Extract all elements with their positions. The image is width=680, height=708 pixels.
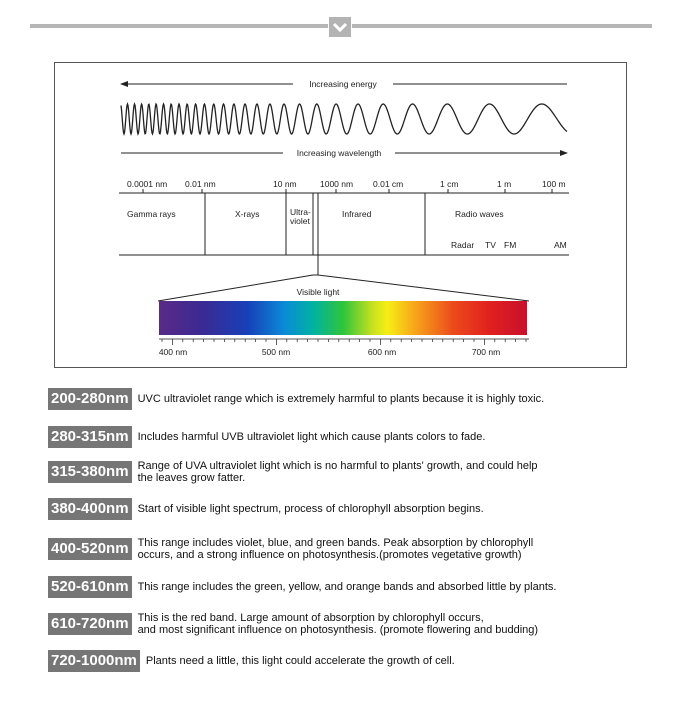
legend-row bbox=[48, 388, 544, 410]
legend-row bbox=[48, 498, 484, 520]
band-label: X-rays bbox=[235, 209, 260, 219]
radio-sub-label: AM bbox=[554, 240, 567, 250]
radio-sub-label: TV bbox=[485, 240, 496, 250]
legend-row bbox=[48, 612, 538, 636]
visible-tick-label: 500 nm bbox=[261, 347, 291, 357]
header-divider-left bbox=[30, 24, 328, 28]
band-dividers bbox=[205, 193, 425, 275]
em-wave bbox=[121, 104, 567, 134]
range-badge: 720-1000nm bbox=[48, 650, 140, 672]
legend-row bbox=[48, 650, 455, 672]
chevron-down-icon[interactable] bbox=[329, 17, 351, 37]
range-description bbox=[146, 655, 455, 667]
range-description bbox=[138, 537, 534, 561]
visible-tick-label: 600 nm bbox=[367, 347, 397, 357]
description-line: Start of visible light spectrum, process of chlorophyll absorption begins. bbox=[137, 503, 484, 515]
band-label: Ultra- bbox=[290, 207, 311, 217]
radio-sub-label: Radar bbox=[451, 240, 475, 250]
wavelength-label: Increasing wavelength bbox=[296, 148, 382, 158]
spectrum-diagram bbox=[54, 62, 627, 368]
header-divider-right bbox=[352, 24, 652, 28]
description-line: This is the red band. Large amount of absorption by chlorophyll occurs, bbox=[137, 612, 484, 624]
range-badge: 380-400nm bbox=[48, 498, 132, 520]
band-label: Radio waves bbox=[455, 209, 504, 219]
description-line: occurs, and a strong influence on photosynthesis.(promotes vegetative growth) bbox=[137, 549, 522, 561]
scale-tick-label: 0.01 cm bbox=[373, 179, 404, 189]
description-line: Range of UVA ultraviolet light which is no harmful to plants' growth, and could help bbox=[137, 460, 538, 472]
description-line: This range includes the green, yellow, and orange bands and absorbed little by plants. bbox=[137, 581, 557, 593]
legend-row bbox=[48, 460, 538, 484]
range-badge: 520-610nm bbox=[48, 576, 132, 598]
description-line: UVC ultraviolet range which is extremely harmful to plants because it is highly toxic. bbox=[137, 393, 545, 405]
description-line: This range includes violet, blue, and green bands. Peak absorption by chlorophyll bbox=[137, 537, 534, 549]
description-line: the leaves grow fatter. bbox=[137, 472, 246, 484]
scale-tick-label: 0.0001 nm bbox=[127, 179, 168, 189]
band-label: Gamma rays bbox=[127, 209, 176, 219]
range-description bbox=[138, 503, 484, 515]
range-badge: 200-280nm bbox=[48, 388, 132, 410]
range-description bbox=[138, 431, 486, 443]
range-badge: 280-315nm bbox=[48, 426, 132, 448]
scale-tick-label: 10 nm bbox=[273, 179, 297, 189]
range-badge: 315-380nm bbox=[48, 461, 132, 483]
range-description bbox=[138, 612, 539, 636]
spectrum-svg bbox=[55, 63, 628, 369]
band-label: Infrared bbox=[342, 209, 372, 219]
visible-tick-label: 700 nm bbox=[471, 347, 501, 357]
visible-spectrum-bar bbox=[159, 301, 527, 335]
range-badge: 610-720nm bbox=[48, 613, 132, 635]
legend-row bbox=[48, 426, 485, 448]
scale-tick-label: 0.01 nm bbox=[185, 179, 216, 189]
scale-tick-label: 1 m bbox=[497, 179, 512, 189]
description-line: and most significant influence on photosynthesis. (promote flowering and budding) bbox=[137, 624, 539, 636]
legend-row bbox=[48, 576, 556, 598]
range-description bbox=[138, 581, 557, 593]
legend-row bbox=[48, 537, 533, 561]
radio-sub-label: FM bbox=[504, 240, 517, 250]
scale-tick-label: 1000 nm bbox=[320, 179, 354, 189]
description-line: Includes harmful UVB ultraviolet light which cause plants colors to fade. bbox=[137, 431, 486, 443]
scale-ticks bbox=[143, 189, 552, 193]
range-description bbox=[138, 393, 545, 405]
scale-tick-label: 1 cm bbox=[440, 179, 459, 189]
visible-zoom-lines bbox=[158, 275, 529, 301]
scale-tick-label: 100 m bbox=[542, 179, 566, 189]
band-label: violet bbox=[290, 216, 310, 226]
visible-light-label: Visible light bbox=[296, 287, 340, 297]
range-description bbox=[138, 460, 538, 484]
visible-minor-ticks bbox=[162, 339, 526, 345]
energy-label: Increasing energy bbox=[309, 79, 377, 89]
description-line: Plants need a little, this light could accelerate the growth of cell. bbox=[145, 655, 455, 667]
range-badge: 400-520nm bbox=[48, 538, 132, 560]
visible-tick-label: 400 nm bbox=[158, 347, 188, 357]
